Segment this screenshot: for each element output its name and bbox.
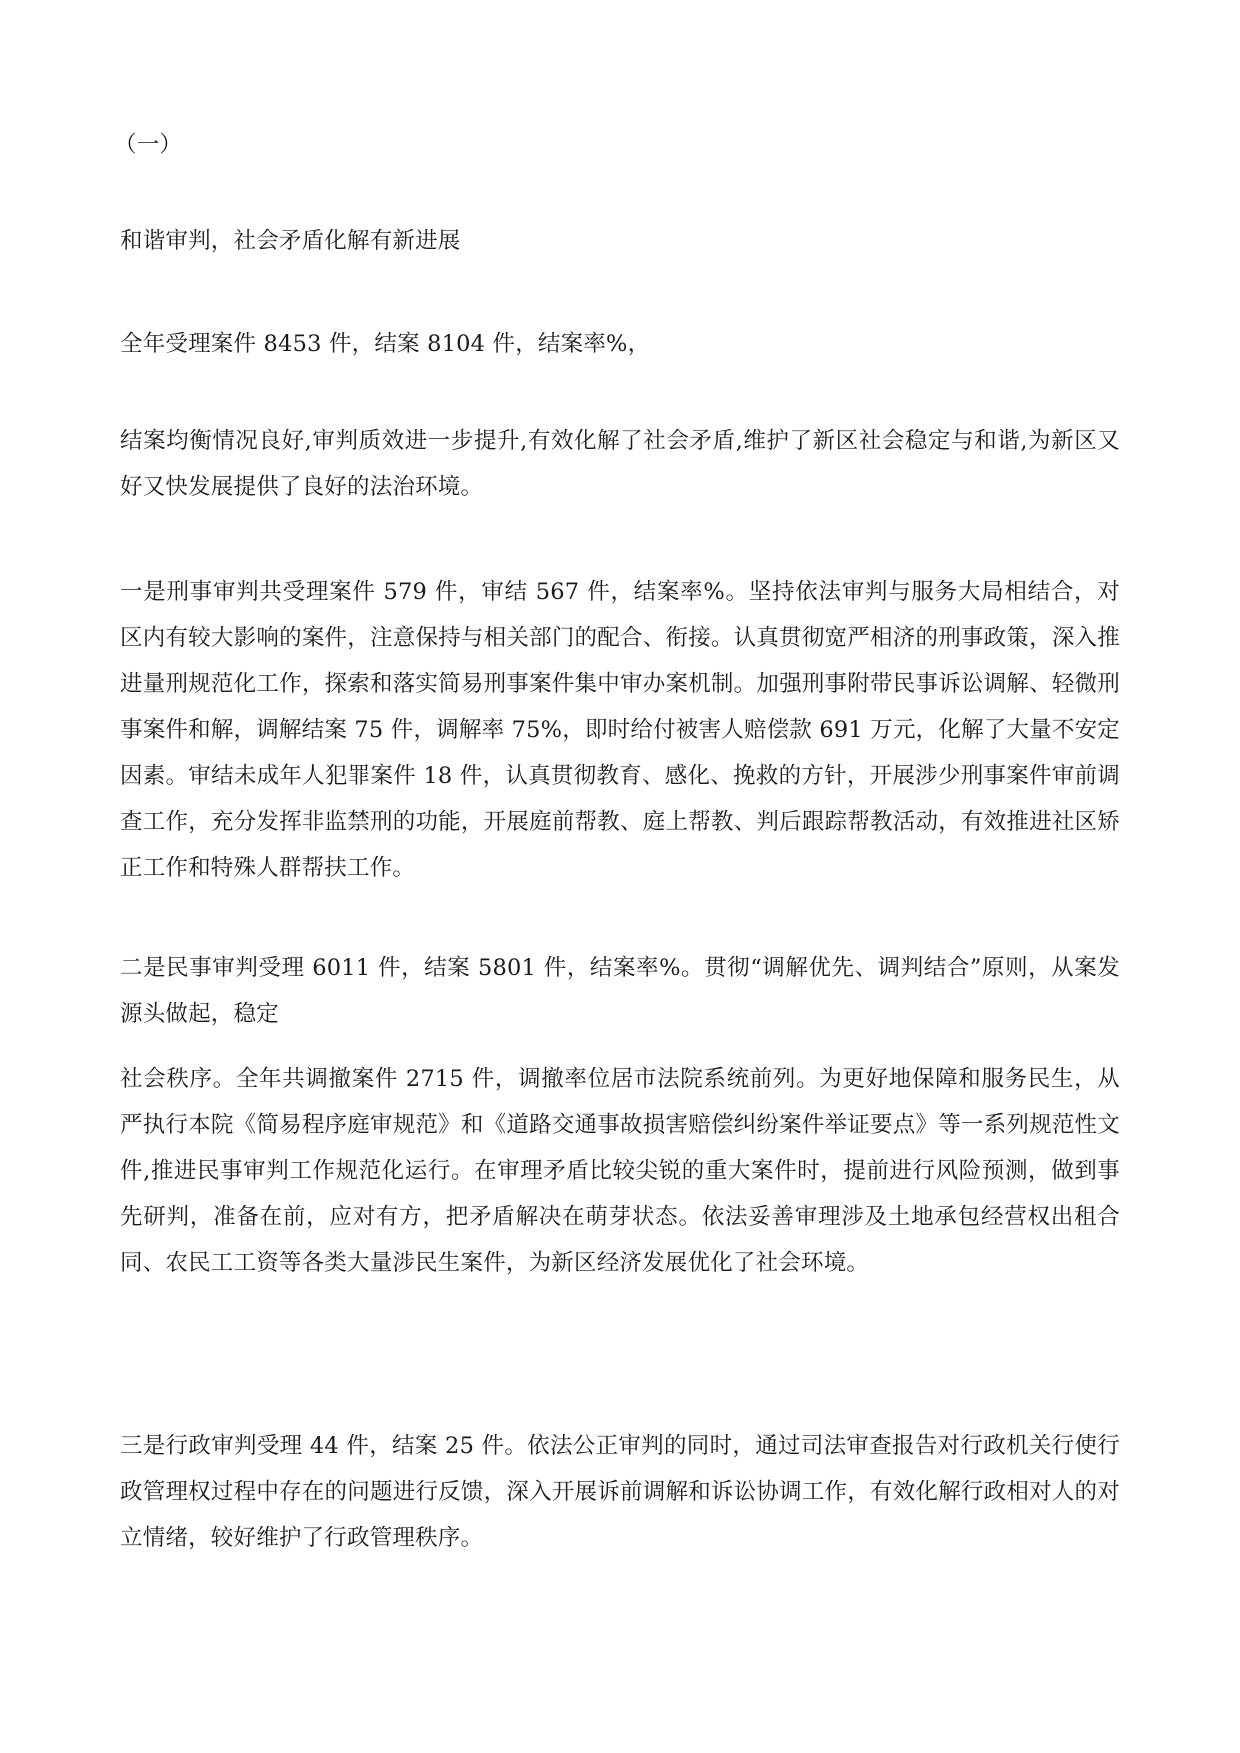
summary-statistics-paragraph: 全年受理案件 8453 件，结案 8104 件，结案率%， xyxy=(120,331,651,357)
section-number: （一） xyxy=(114,132,183,158)
criminal-trial-paragraph: 一是刑事审判共受理案件 579 件，审结 567 件，结案率%。坚持依法审判与服务大局相结合，对区内有较大影响的案件，注意保持与相关部门的配合、衔接。认真贯彻宽严相济的刑事政策，深入推进量刑规范化工作，探索和落实简易刑事案件集中审办案机制。加强刑事附带民事诉讼调解、轻微刑事案件和解，调解结案 75 件，调解率 75%，即时给付被害人赔偿款 691 万元，化解了大量不安定因素。审结未成年人犯罪案件 18 件，认真贯彻教育、感化、挽救的方针，开展涉少刑事案件审前调查工作，充分发挥非监禁刑的功能，开展庭前帮教、庭上帮教、判后跟踪帮教活动，有效推进社区矫正工作和特殊人群帮扶工作。 xyxy=(120,579,1120,881)
section-heading: 和谐审判，社会矛盾化解有新进展 xyxy=(120,228,461,254)
civil-trial-continued-paragraph: 社会秩序。全年共调撤案件 2715 件，调撤率位居市法院系统前列。为更好地保障和服务民生，从严执行本院《简易程序庭审规范》和《道路交通事故损害赔偿纠纷案件举证要点》等一系列规范性文件,推进民事审判工作规范化运行。在审理矛盾比较尖锐的重大案件时，提前进行风险预测，做到事先研判，准备在前，应对有方，把矛盾解决在萌芽状态。依法妥善审理涉及土地承包经营权出租合同、农民工工资等各类大量涉民生案件，为新区经济发展优化了社会环境。 xyxy=(120,1066,1120,1276)
civil-trial-paragraph: 二是民事审判受理 6011 件，结案 5801 件，结案率%。贯彻“调解优先、调判结合”原则，从案发源头做起，稳定 xyxy=(120,955,1120,1027)
summary-effect-paragraph: 结案均衡情况良好,审判质效进一步提升,有效化解了社会矛盾,维护了新区社会稳定与和谐,为新区又好又快发展提供了良好的法治环境。 xyxy=(120,428,1120,500)
administrative-trial-paragraph: 三是行政审判受理 44 件，结案 25 件。依法公正审判的同时，通过司法审查报告对行政机关行使行政管理权过程中存在的问题进行反馈，深入开展诉前调解和诉讼协调工作，有效化解行政相对人的对立情绪，较好维护了行政管理秩序。 xyxy=(120,1433,1120,1551)
